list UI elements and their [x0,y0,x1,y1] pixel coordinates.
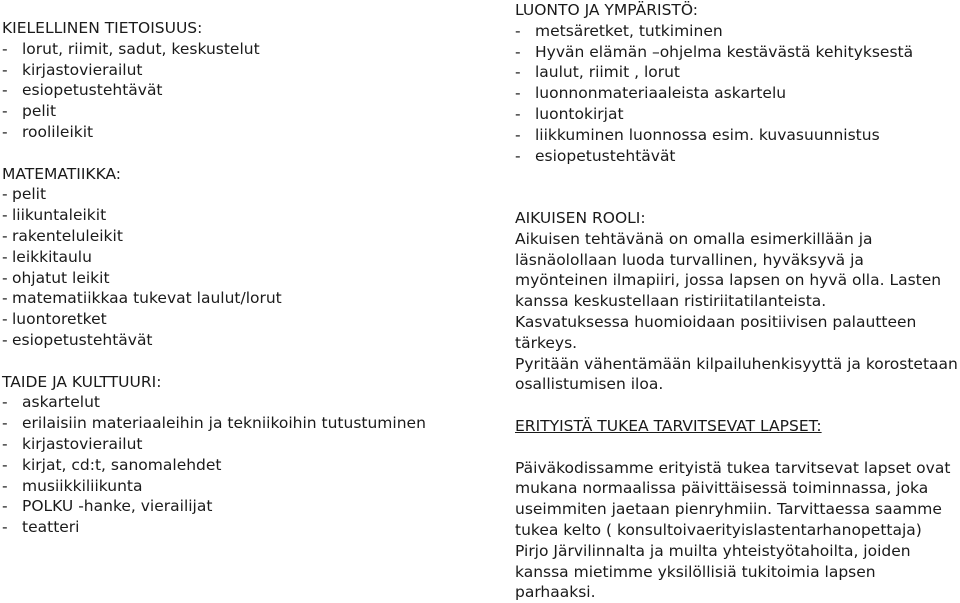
paragraph: Aikuisen tehtävänä on omalla esimerkillään ja läsnäolollaan luoda turvallinen, hyväksyvä ja myönteinen ilmapiiri, jossa lapsen on hyvä olla. Lasten kanssa keskustellaan ristiriitatilanteista. [515,229,942,311]
section-aikuisen-rooli [515,208,958,395]
section-heading: ERITYISTÄ TUKEA TARVITSEVAT LAPSET: [515,416,822,435]
list-item: - teatteri [2,518,80,537]
section-matematiikka [2,164,492,351]
list-item: - luontoretket [2,310,107,329]
list-item: - Hyvän elämän –ohjelma kestävästä kehityksestä [515,42,914,61]
list-item: - askartelut [2,393,100,412]
left-column [2,18,492,538]
paragraph: Kasvatuksessa huomioidaan positiivisen palautteen tärkeys. [515,312,917,352]
list-item: - esiopetustehtävät [2,81,163,100]
list-item: - rakenteluleikit [2,226,123,245]
list-item: - luonnonmateriaaleista askartelu [515,84,787,103]
right-column [515,0,958,603]
list-item: - ohjatut leikit [2,268,110,287]
list-item: - esiopetustehtävät [2,330,153,349]
list-item: - kirjastovierailut [2,60,143,79]
list-item: - matematiikkaa tukevat laulut/lorut [2,289,282,308]
section-luonto [515,0,958,166]
paragraph: Päiväkodissamme erityistä tukea tarvitsevat lapset ovat mukana normaalissa päivittäisessä toiminnassa, joka useimmiten jaetaan pienryhmiin. Tarvittaessa saamme tukea kelto ( konsultoivaerityislastentarhanopettaja) Pirjo Järvilinnalta ja muilta yhteistyötahoilta, joiden kanssa mietimme yksilöllisiä tukitoimia lapsen parhaaksi. [515,458,951,602]
list-item: - erilaisiin materiaaleihin ja tekniikoihin tutustuminen [2,414,426,433]
paragraph: Pyritään vähentämään kilpailuhenkisyyttä ja korostetaan osallistumisen iloa. [515,354,958,394]
section-heading: MATEMATIIKKA: [2,164,122,183]
section-erityista-tukea [515,416,958,603]
list-item: - metsäretket, tutkiminen [515,21,723,40]
section-heading: AIKUISEN ROOLI: [515,208,646,227]
section-heading: TAIDE JA KULTTUURI: [2,372,162,391]
section-heading: LUONTO JA YMPÄRISTÖ: [515,1,699,19]
list-item: - liikuntaleikit [2,206,107,225]
list-item: - lorut, riimit, sadut, keskustelut [2,39,260,58]
list-item: - musiikkiliikunta [2,476,143,495]
list-item: - kirjastovierailut [2,434,143,453]
list-item: - leikkitaulu [2,247,92,266]
list-item: - pelit [2,185,47,204]
section-taide [2,372,492,538]
list-item: - luontokirjat [515,104,624,123]
section-heading: KIELELLINEN TIETOISUUS: [2,19,203,37]
list-item: - liikkuminen luonnossa esim. kuvasuunnistus [515,125,880,144]
section-kielellinen [2,18,492,143]
list-item: - POLKU -hanke, vierailijat [2,497,213,516]
list-item: - esiopetustehtävät [515,146,676,165]
list-item: - roolileikit [2,122,94,141]
list-item: - laulut, riimit , lorut [515,63,681,82]
list-item: - pelit [2,102,57,121]
list-item: - kirjat, cd:t, sanomalehdet [2,455,222,474]
